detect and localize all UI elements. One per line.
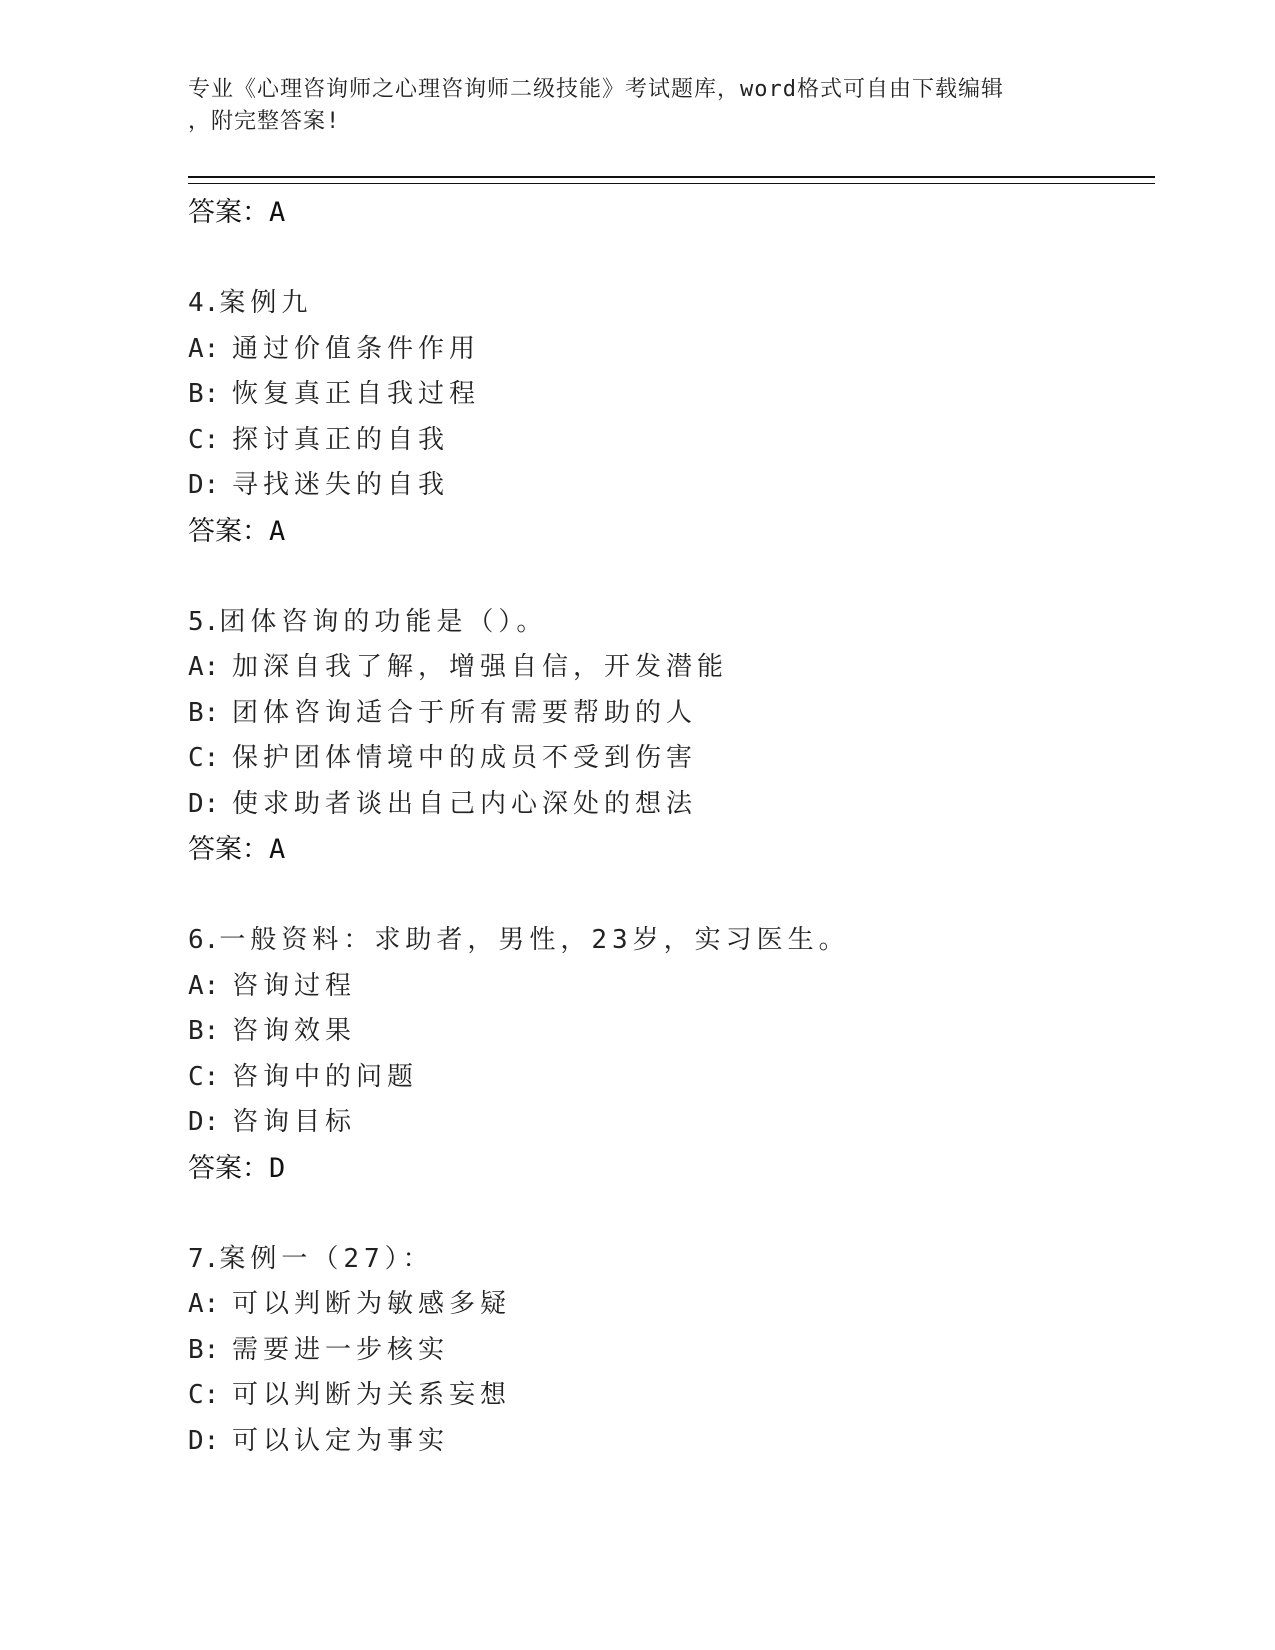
option-text: 咨询效果 [232,1016,357,1046]
option-text: 可以认定为事实 [232,1425,450,1456]
question-title [188,281,1088,327]
header-divider-thin [188,183,1155,184]
option-a [188,964,1088,1010]
option-c [188,418,1088,464]
option-letter: A: [188,970,220,1001]
option-letter: D: [188,1425,220,1456]
option-b [188,372,1088,418]
question-answer [188,1146,1088,1191]
option-text: 保护团体情境中的成员不受到伤害 [232,743,698,773]
option-letter: D: [188,1107,220,1137]
question-item [188,1237,1088,1465]
answer-label: 答案： [188,1152,269,1184]
option-letter: A: [188,652,220,682]
option-text: 探讨真正的自我 [232,424,450,455]
header-divider-thick [188,176,1155,178]
question-title [188,1237,1088,1283]
question-answer [188,509,1088,554]
option-b [188,1009,1088,1055]
option-letter: B: [188,1334,220,1365]
option-letter: D: [188,788,220,819]
option-letter: B: [188,697,220,728]
option-c [188,736,1088,782]
option-a [188,645,1088,691]
option-letter: C: [188,424,220,455]
option-d [188,463,1088,509]
option-letter: C: [188,743,220,773]
option-d [188,1100,1088,1146]
option-b [188,691,1088,737]
option-text: 寻找迷失的自我 [232,470,450,500]
answer-label: 答案： [188,515,269,547]
option-letter: D: [188,470,220,500]
answer-value: A [269,515,286,547]
question-number: 5. [188,606,220,637]
question-answer [188,827,1088,872]
question-text: 案例一（27）： [219,1243,434,1274]
option-a [188,327,1088,373]
option-letter: B: [188,379,220,409]
option-text: 加深自我了解，增强自信，开发潜能 [232,652,729,682]
option-letter: C: [188,1380,220,1410]
option-text: 咨询过程 [232,970,357,1001]
question-number: 4. [188,288,220,318]
question-item [188,281,1088,554]
option-text: 使求助者谈出自己内心深处的想法 [232,788,698,819]
answer-value: A [269,197,286,228]
answer-value: A [269,834,286,865]
question-list [188,190,1088,1464]
option-text: 可以判断为敏感多疑 [232,1289,512,1319]
question-text: 案例九 [219,288,313,318]
answer-value: D [269,1152,286,1184]
document-header [188,74,1088,138]
option-b [188,1328,1088,1374]
option-text: 需要进一步核实 [232,1334,450,1365]
option-text: 咨询目标 [232,1107,357,1137]
option-c [188,1373,1088,1419]
option-c [188,1055,1088,1101]
answer-label: 答案： [188,197,269,228]
option-text: 恢复真正自我过程 [232,379,481,409]
option-text: 团体咨询适合于所有需要帮助的人 [232,697,698,728]
question-title [188,600,1088,646]
option-letter: A: [188,1289,220,1319]
question-text: 一般资料：求助者，男性，23岁，实习医生。 [219,925,850,955]
option-d [188,782,1088,828]
question-item [188,918,1088,1191]
option-d [188,1419,1088,1465]
option-a [188,1282,1088,1328]
question-number: 7. [188,1243,220,1274]
option-text: 通过价值条件作用 [232,333,481,364]
header-line-2: ，附完整答案! [188,109,341,134]
question-item [188,600,1088,873]
option-text: 咨询中的问题 [232,1061,419,1092]
question-text: 团体咨询的功能是（）。 [219,606,548,637]
question-number: 6. [188,925,220,955]
question-title [188,918,1088,964]
option-text: 可以判断为关系妄想 [232,1380,512,1410]
option-letter: B: [188,1016,220,1046]
option-letter: A: [188,333,220,364]
answer-label: 答案： [188,834,269,865]
previous-answer [188,190,1088,235]
header-line-1: 专业《心理咨询师之心理咨询师二级技能》考试题库，word格式可自由下载编辑 [188,77,1004,102]
option-letter: C: [188,1061,220,1092]
